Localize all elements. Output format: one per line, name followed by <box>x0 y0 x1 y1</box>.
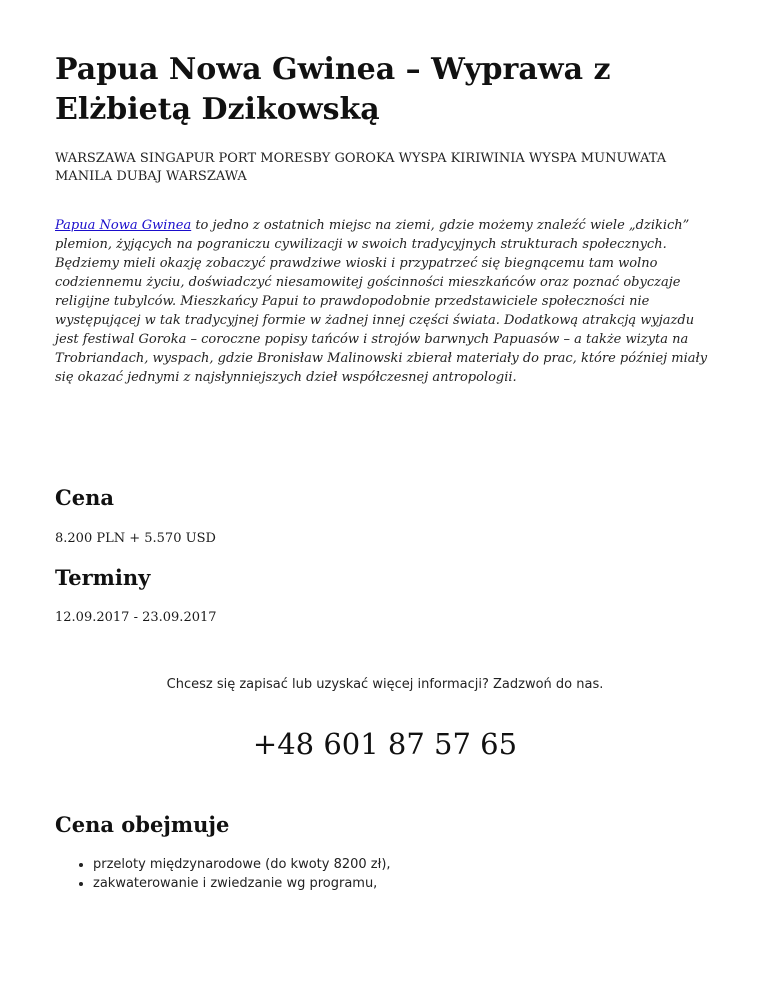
route-stops: WARSZAWA SINGAPUR PORT MORESBY GOROKA WYSPA KIRIWINIA WYSPA MUNUWATA MANILA DUBAJ WARSZAWA <box>55 151 667 184</box>
phone-number-link[interactable]: +48 601 87 57 65 <box>252 727 518 761</box>
intro-paragraph <box>55 216 715 387</box>
list-item: • przeloty międzynarodowe (do kwoty 8200 zł), <box>93 855 391 874</box>
dates-value: 12.09.2017 - 23.09.2017 <box>55 610 217 625</box>
price-heading: Cena <box>55 485 114 510</box>
list-item: • zakwaterowanie i zwiedzanie wg programu, <box>93 874 391 893</box>
article <box>55 50 715 891</box>
includes-list <box>55 855 391 893</box>
price-value: 8.200 PLN + 5.570 USD <box>55 531 216 546</box>
papua-link[interactable]: Papua Nowa Gwinea <box>55 218 192 233</box>
dates-heading: Terminy <box>55 565 151 590</box>
intro-text: to jedno z ostatnich miejsc na ziemi, gdzie możemy znaleźć wiele „dzikich” plemion, żyjących na pograniczu cywilizacji w swoich tradycyjnych strukturach społecznych. Będziemy mieli okazję zobaczyć prawdziwe wioski i przypatrzeć się biegnącemu tam wolno codziennemu życiu, doświadczyć niesamowitej gościnności mieszkańców oraz poznać obyczaje religijne tubylców. Mieszkańcy Papui to prawdopodobnie przedstawiciele społeczności nie występującej w tak tradycyjnej formie w żadnej innej części świata. Dodatkową atrakcją wyjazdu jest festiwal Goroka – coroczne popisy tańców i strojów barwnych Papuasów – a także wizyta na Trobriandach, wyspach, gdzie Bronisław Malinowski zbierał materiały do prac, które później miały się okazać jednymi z najsłynniejszych dzieł współczesnej antropologii. <box>55 218 708 385</box>
contact-prompt: Chcesz się zapisać lub uzyskać więcej informacji? Zadzwoń do nas. <box>166 677 604 692</box>
page-title: Papua Nowa Gwinea – Wyprawa z Elżbietą Dzikowską <box>55 52 611 127</box>
includes-heading: Cena obejmuje <box>55 812 230 837</box>
